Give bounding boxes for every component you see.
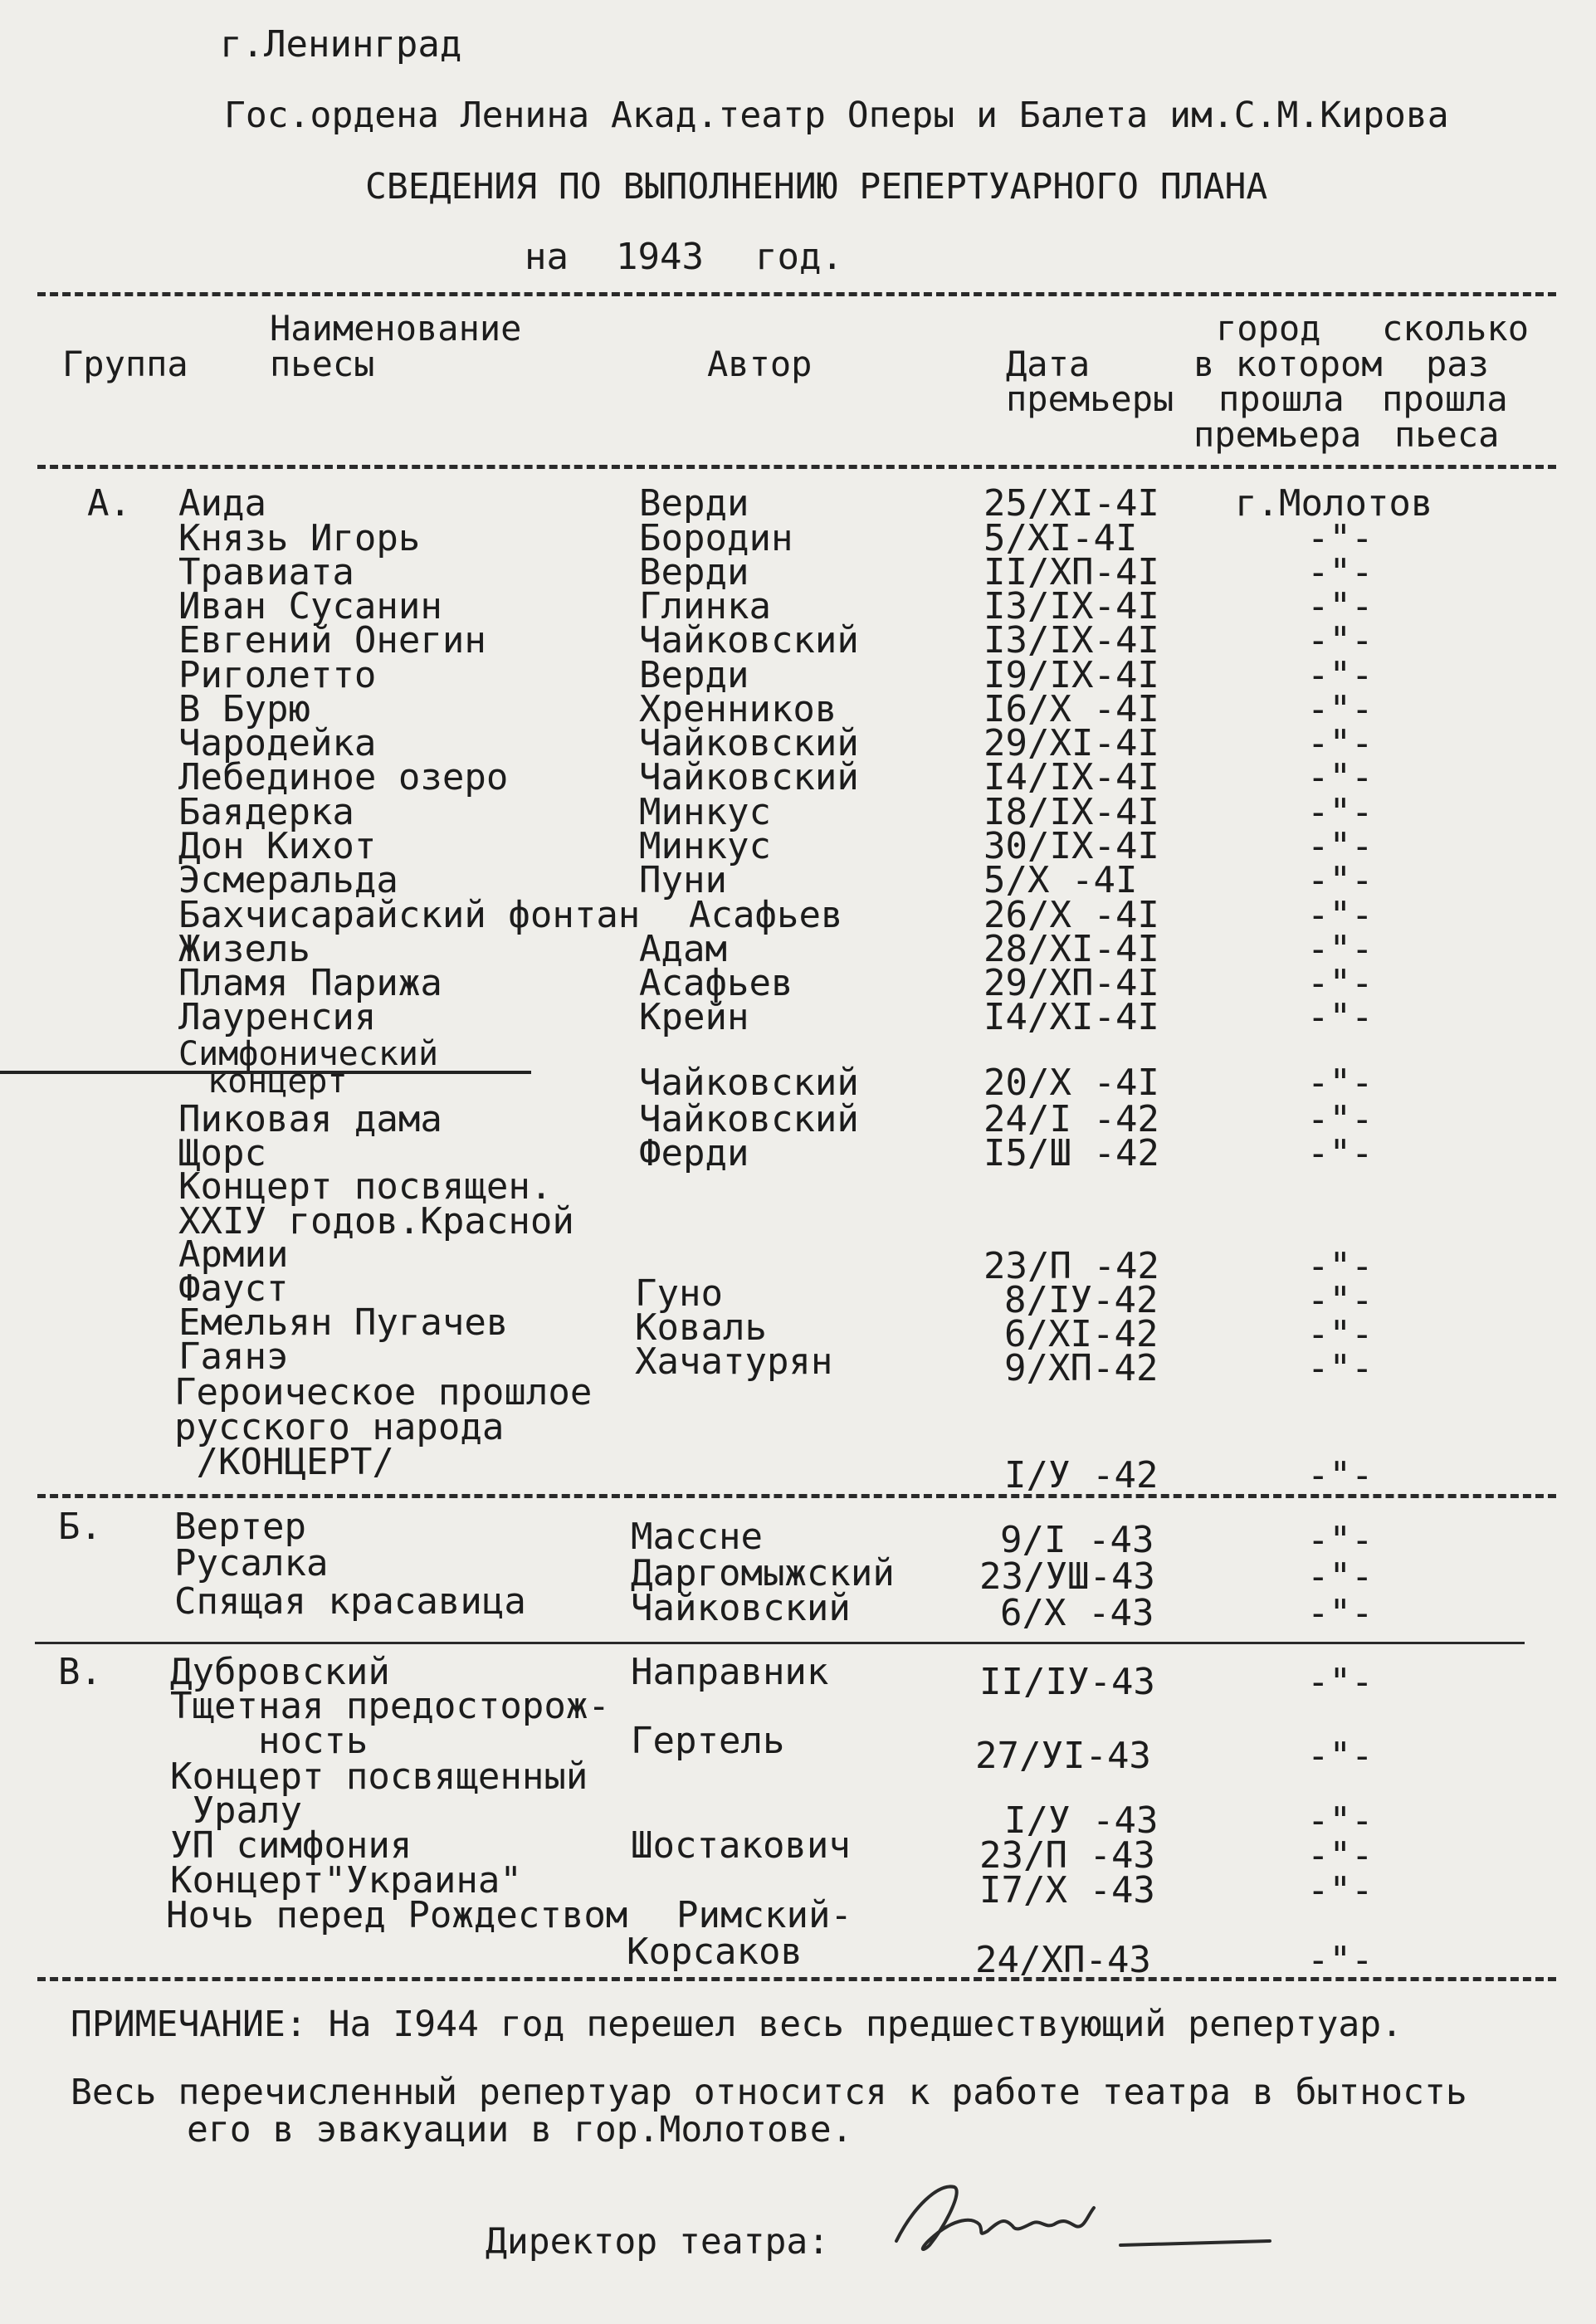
table-row [0, 688, 1596, 730]
row-city: -"- [1307, 654, 1374, 696]
table-row [0, 517, 1596, 559]
row-date: I4/IX-4I [983, 756, 1159, 798]
row-name: УП симфония [170, 1824, 412, 1867]
row-author: Шостакович [631, 1824, 851, 1867]
row-city: -"- [1307, 1279, 1374, 1321]
director-label: Директор театра: [486, 2221, 830, 2263]
row-author: Гуно [635, 1272, 723, 1315]
row-name: Лебединое озеро [178, 756, 509, 798]
row-date: 23/П -43 [979, 1834, 1155, 1877]
row-name: Дубровский [170, 1651, 390, 1693]
row-author: Чайковский [639, 619, 859, 662]
row-city: -"- [1307, 688, 1374, 730]
row-name: Ночь перед Рождеством [166, 1894, 628, 1936]
table-row [0, 996, 1596, 1038]
col-times-line4: пьеса [1394, 414, 1500, 455]
row-name: В Бурю [178, 688, 310, 730]
col-times-line1: сколько [1382, 308, 1530, 349]
row-city: -"- [1307, 894, 1374, 936]
row-date: I6/X -4I [983, 688, 1159, 730]
row-date: II/IУ-43 [979, 1661, 1155, 1703]
row-name: /КОНЦЕРТ/ [174, 1441, 394, 1483]
row-city: -"- [1307, 1454, 1374, 1496]
table-row [0, 1685, 1596, 1727]
row-name: Лауренсия [178, 996, 377, 1038]
table-row [0, 619, 1596, 662]
table-row [0, 1580, 1596, 1634]
row-name: Чародейка [178, 722, 377, 764]
table-row [0, 1371, 1596, 1413]
row-date: I8/IX-4I [983, 791, 1159, 833]
row-date: 23/УШ-43 [979, 1555, 1155, 1598]
row-name: Емельян Пугачев [178, 1301, 509, 1344]
col-city-line3: прошла [1218, 378, 1345, 419]
row-author: Коваль [635, 1306, 767, 1349]
row-date: 29/XП-4I [983, 962, 1159, 1004]
row-author: Ферди [639, 1132, 749, 1174]
row-city: -"- [1307, 1661, 1374, 1703]
row-date: 26/X -4I [983, 894, 1159, 936]
table-rule-bottom [37, 1977, 1556, 1981]
row-date: 6/XI-42 [1004, 1313, 1159, 1355]
row-author: Гертель [631, 1720, 785, 1762]
row-author: Даргомыжский [631, 1552, 895, 1594]
row-author: Чайковский [639, 1098, 859, 1140]
col-date-line2: премьеры [1006, 378, 1174, 419]
row-city: -"- [1307, 962, 1374, 1004]
row-author: Чайковский [631, 1587, 851, 1629]
row-date: 8/IУ-42 [1004, 1279, 1159, 1321]
row-city: -"- [1307, 1592, 1374, 1634]
row-author: Пуни [639, 859, 727, 901]
row-name: Жизель [178, 928, 310, 970]
director-signature [880, 2175, 1278, 2266]
row-author: Чайковский [639, 756, 859, 798]
row-name: Спящая красавица [174, 1580, 526, 1623]
row-author: Римский- [676, 1894, 852, 1936]
row-author: Чайковский [639, 1062, 859, 1104]
city-heading: г.Ленинград [220, 23, 462, 66]
row-author: Верди [639, 482, 749, 525]
group-label-v: В. [58, 1651, 102, 1693]
table-row [0, 894, 1596, 936]
row-author: Хачатурян [635, 1340, 833, 1383]
section-rule-b-v [35, 1642, 1525, 1644]
row-name: Дон Кихот [178, 825, 377, 867]
row-city: -"- [1307, 1519, 1374, 1561]
row-name: русского народа [174, 1406, 505, 1448]
report-year: 1943 [616, 236, 704, 278]
row-name: Пламя Парижа [178, 962, 442, 1004]
row-date: 28/XI-4I [983, 928, 1159, 970]
table-row [0, 928, 1596, 970]
row-city: -"- [1307, 1799, 1374, 1842]
col-city-line1: город [1216, 308, 1321, 349]
row-author: Массне [631, 1516, 763, 1558]
row-city: -"- [1307, 517, 1374, 559]
table-row [0, 825, 1596, 867]
row-city: -"- [1307, 1869, 1374, 1911]
row-name: Концерт посвященный [170, 1755, 588, 1798]
section-rule-a-b [37, 1494, 1556, 1498]
table-row [0, 1789, 1596, 1842]
row-date: I3/IX-4I [983, 585, 1159, 627]
row-author: Верди [639, 654, 749, 696]
row-city: -"- [1307, 1098, 1374, 1140]
row-city: -"- [1307, 756, 1374, 798]
row-author: Адам [639, 928, 727, 970]
row-city: -"- [1307, 1555, 1374, 1598]
row-date: 27/УI-43 [975, 1735, 1151, 1777]
row-date: 20/X -4I [983, 1062, 1159, 1104]
table-row [0, 791, 1596, 833]
row-author: Верди [639, 551, 749, 593]
table-row [0, 1406, 1596, 1448]
table-row [0, 1335, 1596, 1389]
row-name: XXIУ годов.Красной [178, 1200, 574, 1243]
row-author: Минкус [639, 791, 771, 833]
table-row [0, 962, 1596, 1004]
col-group: Группа [62, 344, 188, 384]
row-city: -"- [1307, 1132, 1374, 1174]
row-date: 9/XП-42 [1004, 1347, 1159, 1389]
col-name-line2: пьесы [270, 344, 375, 384]
row-city: -"- [1307, 1834, 1374, 1877]
header-rule-bottom [37, 465, 1556, 469]
col-city-line2: в котором [1193, 344, 1383, 384]
row-city: -"- [1307, 1245, 1374, 1287]
row-author: Крейн [639, 996, 749, 1038]
col-times-line2: раз [1426, 344, 1489, 384]
row-date: I5/Ш -42 [983, 1132, 1159, 1174]
document-title: СВЕДЕНИЯ ПО ВЫПОЛНЕНИЮ РЕПЕРТУАРНОГО ПЛАНА [365, 166, 1268, 208]
group-label-a: А. [87, 482, 131, 525]
row-date: I7/X -43 [979, 1869, 1155, 1911]
row-date: 5/XI-4I [983, 517, 1138, 559]
row-name: Симфонический [178, 1035, 439, 1073]
row-name: Князь Игорь [178, 517, 421, 559]
row-date: 29/XI-4I [983, 722, 1159, 764]
row-name: Гаянэ [178, 1335, 289, 1378]
row-date: 23/П -42 [983, 1245, 1159, 1287]
table-row [0, 551, 1596, 593]
table-row [0, 1165, 1596, 1208]
row-city: -"- [1307, 619, 1374, 662]
table-row [0, 585, 1596, 627]
year-prefix: на [525, 236, 569, 278]
row-date: 24/I -42 [983, 1098, 1159, 1140]
row-date: I9/IX-4I [983, 654, 1159, 696]
row-date: I/У -42 [1004, 1454, 1159, 1496]
row-city: -"- [1307, 722, 1374, 764]
row-city: -"- [1307, 1939, 1374, 1981]
row-name: Риголетто [178, 654, 377, 696]
table-row [0, 1859, 1596, 1911]
row-name: Иван Сусанин [178, 585, 442, 627]
col-name-line1: Наименование [270, 308, 522, 349]
row-name: Баядерка [178, 791, 354, 833]
row-author: Корсаков [627, 1931, 803, 1973]
row-author: Минкус [639, 825, 771, 867]
row-name: Армии [178, 1233, 289, 1276]
table-row [0, 1267, 1596, 1321]
row-author: Направник [631, 1651, 829, 1693]
row-name: Фауст [178, 1267, 289, 1310]
row-author: Бородин [639, 517, 793, 559]
row-city: -"- [1307, 1347, 1374, 1389]
table-row [0, 1062, 1596, 1104]
row-city: -"- [1307, 859, 1374, 901]
header-rule-top [37, 292, 1556, 296]
table-row [0, 859, 1596, 901]
row-city: г.Молотов [1235, 482, 1433, 525]
row-name: Русалка [174, 1542, 329, 1584]
row-city: -"- [1307, 928, 1374, 970]
table-row [0, 482, 1596, 525]
row-name: Пиковая дама [178, 1098, 442, 1140]
table-row [0, 1542, 1596, 1598]
row-date: 30/IX-4I [983, 825, 1159, 867]
col-author: Автор [707, 344, 813, 384]
group-label-b: Б. [58, 1506, 102, 1548]
row-name: Концерт"Украина" [170, 1859, 522, 1902]
row-author: Чайковский [639, 722, 859, 764]
row-city: -"- [1307, 996, 1374, 1038]
row-author: Асафьев [689, 894, 843, 936]
year-suffix: год. [755, 236, 843, 278]
table-row [0, 722, 1596, 764]
row-name: Вертер [174, 1506, 306, 1548]
row-date: 5/X -4I [983, 859, 1138, 901]
row-city: -"- [1307, 551, 1374, 593]
table-row [0, 1506, 1596, 1561]
row-name: Бахчисарайский фонтан [178, 894, 641, 936]
note-text: ПРИМЕЧАНИЕ: На I944 год перешел весь предшествующий репертуар. [71, 2004, 1403, 2045]
row-name: Щорс [178, 1132, 266, 1174]
row-city: -"- [1307, 825, 1374, 867]
row-name: ность [170, 1720, 368, 1762]
table-row [0, 1098, 1596, 1140]
col-city-line4: премьера [1193, 414, 1362, 455]
col-times-line3: прошла [1382, 378, 1508, 419]
table-row [0, 1824, 1596, 1877]
table-row [0, 1301, 1596, 1355]
col-date-line1: Дата [1006, 344, 1091, 384]
table-row [0, 1931, 1596, 1981]
row-city: -"- [1307, 585, 1374, 627]
row-name: Уралу [170, 1789, 302, 1832]
row-city: -"- [1307, 1735, 1374, 1777]
row-date: I3/IX-4I [983, 619, 1159, 662]
row-name: Героическое прошлое [174, 1371, 593, 1413]
table-row [0, 1441, 1596, 1496]
row-city: -"- [1307, 1313, 1374, 1355]
row-date: 9/I -43 [1000, 1519, 1154, 1561]
table-row [0, 1233, 1596, 1287]
row-author: Глинка [639, 585, 771, 627]
scope-text-line2: его в эвакуации в гор.Молотове. [187, 2109, 853, 2151]
row-city: -"- [1307, 1062, 1374, 1104]
row-date: 24/XП-43 [975, 1939, 1151, 1981]
row-date: 6/X -43 [1000, 1592, 1154, 1634]
theatre-name: Гос.ордена Ленина Акад.театр Оперы и Балета им.С.М.Кирова [224, 95, 1449, 136]
row-name: Эсмеральда [178, 859, 398, 901]
row-name: Концерт посвящен. [178, 1165, 553, 1208]
row-city: -"- [1307, 791, 1374, 833]
row-author: Хренников [639, 688, 837, 730]
table-row [0, 1894, 1596, 1936]
row-date: II/XП-4I [983, 551, 1159, 593]
row-date: I/У -43 [1004, 1799, 1159, 1842]
row-date: 25/XI-4I [983, 482, 1159, 525]
table-row [0, 1651, 1596, 1703]
row-name: Евгений Онегин [178, 619, 486, 662]
row-author: Асафьев [639, 962, 793, 1004]
table-row [0, 756, 1596, 798]
scope-text-line1: Весь перечисленный репертуар относится к работе театра в бытность [71, 2072, 1467, 2113]
row-name: Аида [178, 482, 266, 525]
row-date: I4/XI-4I [983, 996, 1159, 1038]
row-name: Тщетная предосторож- [170, 1685, 610, 1727]
table-row [0, 654, 1596, 696]
row-name: концерт [207, 1062, 348, 1101]
row-name: Травиата [178, 551, 354, 593]
